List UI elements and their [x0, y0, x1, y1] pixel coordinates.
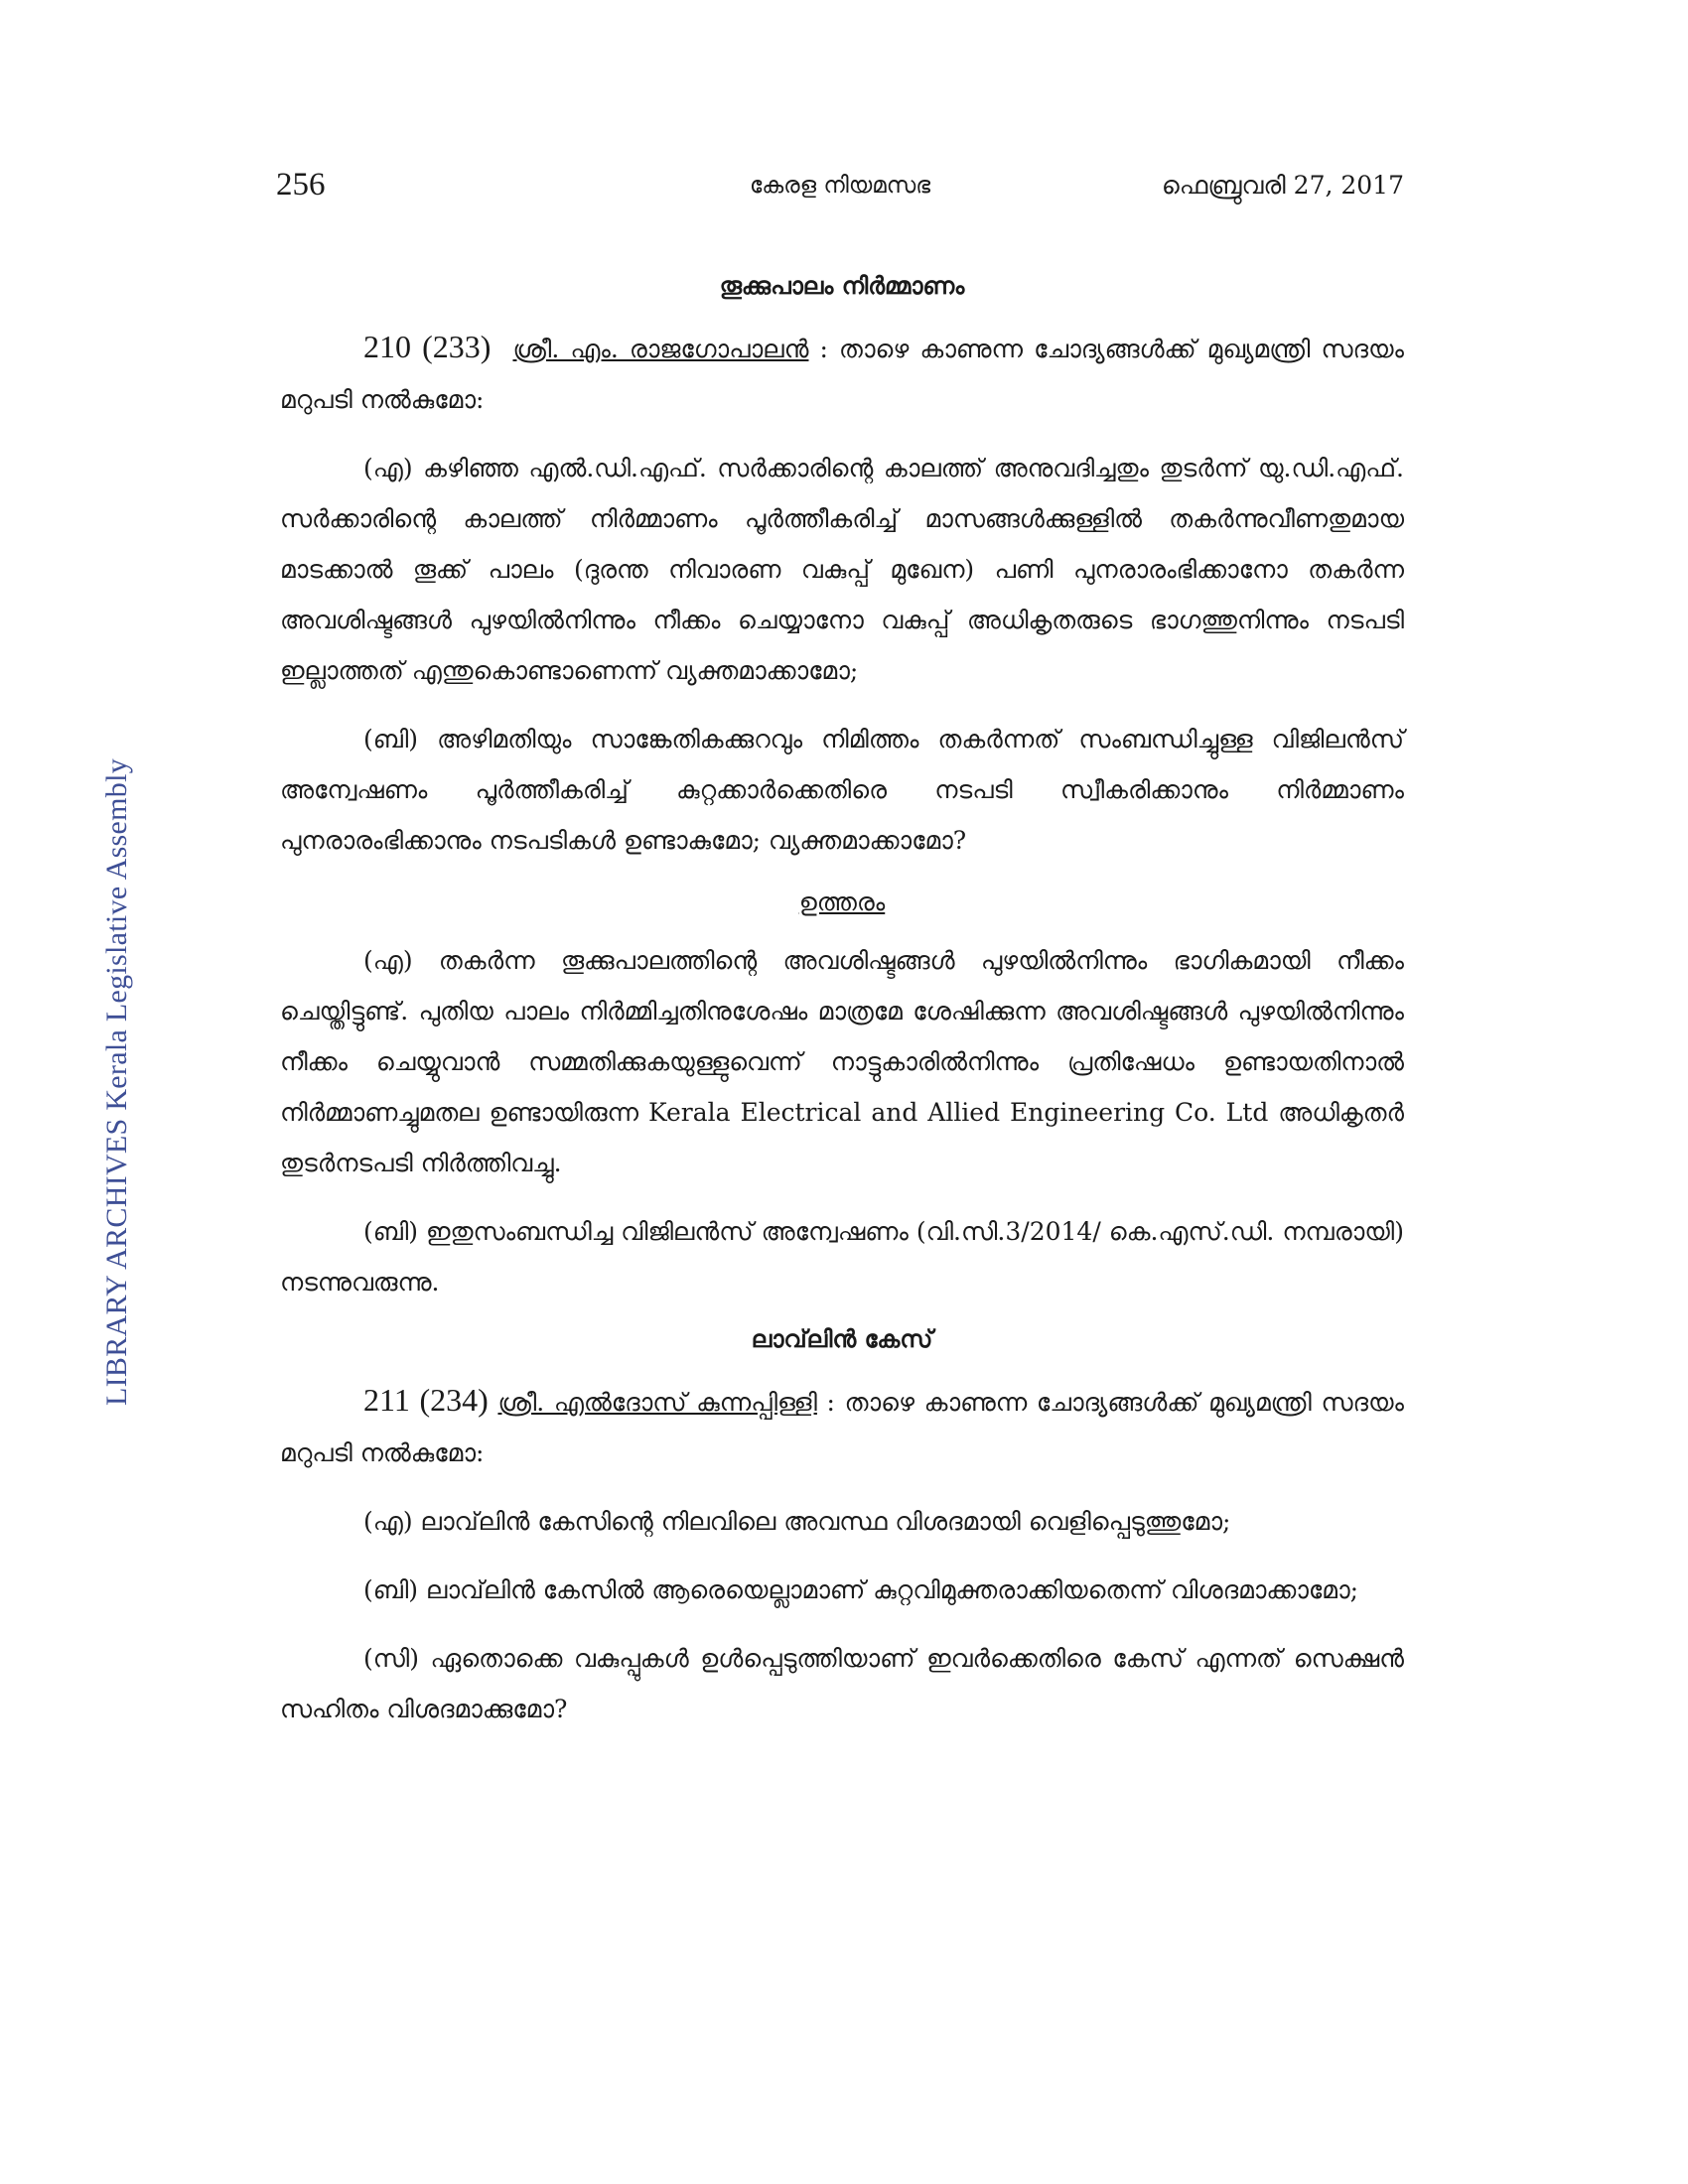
page-number: 256 [276, 167, 326, 203]
question-210-part-b: (ബി) അഴിമതിയും സാങ്കേതികക്കുറവും നിമിത്തം തകർന്നത് സംബന്ധിച്ചുള്ള വിജിലൻസ് അന്വേഷണം പൂർത്തീകരിച്ച് കുറ്റക്കാർക്കെതിരെ നടപടി സ്വീകരിക്കാനും നിർമ്മാണം പുനരാരംഭിക്കാനും നടപടികൾ ഉണ്ടാകുമോ; വ്യക്തമാക്കാമോ? [280, 725, 1404, 855]
running-title: കേരള നിയമസഭ [749, 173, 931, 199]
page-header [276, 167, 1404, 210]
question-211-heading: ലാവ്‌ലിൻ കേസ് [751, 1325, 933, 1353]
question-211-part-b: (ബി) ലാവ്‌ലിൻ കേസിൽ ആരെയെല്ലാമാണ് കുറ്റവിമുക്തരാക്കിയതെന്ന് വിശദമാക്കാമോ; [363, 1575, 1359, 1604]
member-name: ശ്രീ. എം. രാജഗോപാലൻ [512, 335, 809, 363]
header-date: ഫെബ്രുവരി 27, 2017 [1161, 171, 1404, 200]
answer-heading: ഉത്തരം [798, 887, 886, 916]
question-210-intro [280, 322, 1404, 425]
question-intro-text: : താഴെ കാണുന്ന ചോദ്യങ്ങൾക്ക് മുഖ്യമന്ത്രി സദയം മറുപടി നൽകുമോ: [280, 335, 1404, 414]
question-210-heading: തൂക്കുപാലം നിർമ്മാണം [719, 272, 965, 300]
watermark-text: LIBRARY ARCHIVES Kerala Legislative Assembly [100, 757, 133, 1407]
question-number: 210 (233) [363, 329, 492, 364]
question-211-part-c: (സി) ഏതൊക്കെ വകുപ്പുകൾ ഉൾപ്പെടുത്തിയാണ് ഇവർക്കെതിരെ കേസ് എന്നത് സെക്ഷൻ സഹിതം വിശദമാക്കുമോ? [280, 1644, 1404, 1723]
answer-210-part-a: (എ) തകർന്ന തൂക്കുപാലത്തിന്റെ അവശിഷ്ടങ്ങൾ പുഴയിൽനിന്നും ഭാഗികമായി നീക്കം ചെയ്തിട്ടുണ്ട്. പുതിയ പാലം നിർമ്മിച്ചതിനുശേഷം മാത്രമേ ശേഷിക്കുന്ന അവശിഷ്ടങ്ങൾ പുഴയിൽനിന്നും നീക്കം ചെയ്യുവാൻ സമ്മതിക്കുകയുള്ളുവെന്ന് നാട്ടുകാരിൽനിന്നും പ്രതിഷേധം ഉണ്ടായതിനാൽ നിർമ്മാണച്ചുമതല ഉണ്ടായിരുന്ന Kerala Electrical and Allied Engineering Co. Ltd അധികൃതർ തുടർനടപടി നിർത്തിവച്ചു. [280, 946, 1404, 1177]
question-intro-text: : താഴെ കാണുന്ന ചോദ്യങ്ങൾക്ക് മുഖ്യമന്ത്രി സദയം മറുപടി നൽകുമോ: [280, 1388, 1405, 1467]
question-211-part-a: (എ) ലാവ്‌ലിൻ കേസിന്റെ നിലവിലെ അവസ്ഥ വിശദമായി വെളിപ്പെടുത്തുമോ; [363, 1507, 1231, 1536]
question-211-intro [280, 1375, 1404, 1478]
archive-watermark [87, 725, 147, 1439]
answer-210-part-b: (ബി) ഇതുസംബന്ധിച്ച വിജിലൻസ് അന്വേഷണം (വി.സി.3/2014/ കെ.എസ്.ഡി. നമ്പരായി) നടന്നുവരുന്നു. [280, 1217, 1404, 1297]
question-number: 211 (234) [363, 1382, 489, 1418]
member-name: ശ്രീ. എൽദോസ് കുന്നപ്പിള്ളി [497, 1388, 817, 1417]
document-body [280, 260, 1404, 1752]
question-210-part-a: (എ) കഴിഞ്ഞ എൽ.ഡി.എഫ്. സർക്കാരിന്റെ കാലത്ത് അനുവദിച്ചതും തുടർന്ന് യു.ഡി.എഫ്. സർക്കാരിന്റെ കാലത്ത് നിർമ്മാണം പൂർത്തീകരിച്ച് മാസങ്ങൾക്കുള്ളിൽ തകർന്നുവീണതുമായ മാടക്കാൽ തൂക്ക് പാലം (ദുരന്ത നിവാരണ വകുപ്പ് മുഖേന) പണി പുനരാരംഭിക്കാനോ തകർന്ന അവശിഷ്ടങ്ങൾ പുഴയിൽനിന്നും നീക്കം ചെയ്യാനോ വകുപ്പ് അധികൃതരുടെ ഭാഗത്തുനിന്നും നടപടി ഇല്ലാത്തത് എന്തുകൊണ്ടാണെന്ന് വ്യക്തമാക്കാമോ; [280, 454, 1404, 685]
